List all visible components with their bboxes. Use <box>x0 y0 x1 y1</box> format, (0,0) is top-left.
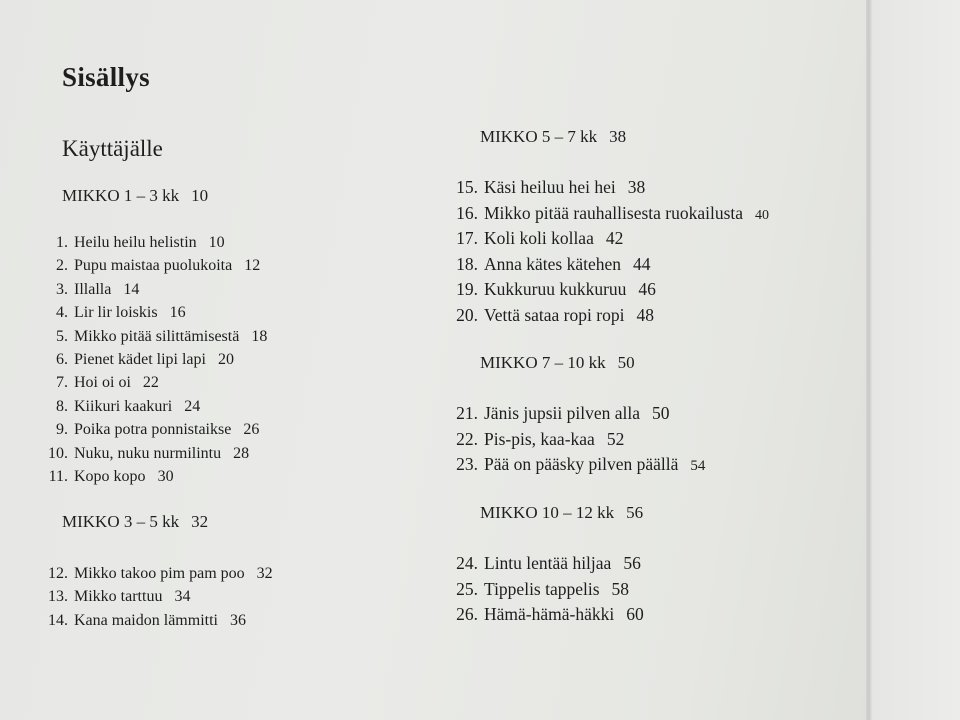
section-heading <box>62 186 208 206</box>
entry-page: 14 <box>123 280 140 298</box>
entry-title: Jänis jupsii pilven alla <box>484 403 641 423</box>
toc-entry <box>42 609 273 632</box>
toc-entry <box>42 442 267 465</box>
toc-entry <box>450 175 769 201</box>
entry-number: 14. <box>48 611 68 629</box>
section-page: 50 <box>617 353 635 372</box>
entry-page: 40 <box>755 207 770 223</box>
entry-page: 28 <box>233 444 250 462</box>
toc-list <box>450 175 769 328</box>
entry-title: Mikko tarttuu <box>74 588 163 606</box>
entry-page: 60 <box>626 604 644 624</box>
toc-entry <box>42 301 267 324</box>
entry-page: 54 <box>690 458 706 474</box>
entry-page: 36 <box>229 611 246 629</box>
entry-number: 21. <box>456 403 478 423</box>
next-page <box>872 0 960 720</box>
entry-page: 12 <box>244 257 261 275</box>
entry-number: 24. <box>456 553 478 573</box>
section-heading <box>480 503 643 523</box>
entry-title: Pis-pis, kaa-kaa <box>484 428 595 449</box>
entry-number: 16. <box>456 202 478 223</box>
entry-page: 30 <box>157 467 174 485</box>
entry-title: Käsi heiluu hei hei <box>484 177 616 197</box>
entry-page: 26 <box>243 421 260 439</box>
entry-title: Nuku, nuku nurmilintu <box>74 444 222 462</box>
entry-title: Pää on pääsky pilven päällä <box>484 454 679 474</box>
toc-entry <box>42 231 267 254</box>
entry-number: 26. <box>456 604 478 624</box>
section-page: 32 <box>191 512 209 531</box>
toc-entry <box>42 254 267 277</box>
entry-number: 12. <box>48 565 68 582</box>
toc-list <box>450 401 705 478</box>
entry-number: 25. <box>456 578 478 599</box>
entry-title: Kana maidon lämmitti <box>74 611 218 629</box>
toc-entry <box>42 395 267 418</box>
toc-entry <box>450 252 769 278</box>
entry-page: 24 <box>184 397 201 415</box>
page-title: Sisällys <box>62 62 150 92</box>
toc-entry <box>42 371 267 394</box>
toc-list <box>450 551 644 628</box>
entry-title: Kopo kopo <box>74 467 146 485</box>
entry-number: 2. <box>56 257 68 275</box>
entry-page: 44 <box>633 253 651 274</box>
toc-entry <box>42 465 267 488</box>
entry-page: 32 <box>256 565 273 582</box>
toc-entry <box>450 577 644 603</box>
entry-number: 4. <box>56 304 68 322</box>
section-heading <box>62 512 208 532</box>
entry-number: 11. <box>48 467 68 485</box>
entry-page: 52 <box>606 428 625 449</box>
entry-number: 8. <box>56 397 68 415</box>
entry-page: 18 <box>251 327 268 345</box>
entry-number: 23. <box>456 454 478 474</box>
entry-number: 7. <box>56 374 68 392</box>
toc-entry <box>42 325 267 348</box>
entry-page: 56 <box>623 553 641 573</box>
toc-entry <box>450 277 769 303</box>
section-heading <box>480 353 635 373</box>
toc-entry <box>42 562 273 585</box>
section-page: 38 <box>609 127 627 146</box>
section-page: 10 <box>191 186 209 205</box>
entry-title: Poika potra ponnistaikse <box>74 421 232 439</box>
entry-page: 42 <box>605 228 624 248</box>
entry-number: 15. <box>456 177 478 197</box>
entry-page: 46 <box>638 279 656 299</box>
toc-entry <box>450 401 705 427</box>
entry-page: 50 <box>652 403 670 423</box>
entry-page: 48 <box>636 304 654 325</box>
entry-page: 22 <box>142 374 159 392</box>
section-title: MIKKO 1 – 3 kk <box>62 186 180 205</box>
toc-entry <box>450 602 644 628</box>
entry-page: 20 <box>217 350 234 368</box>
entry-title: Tippelis tappelis <box>484 578 600 599</box>
section-title: MIKKO 10 – 12 kk <box>480 503 615 522</box>
entry-number: 13. <box>48 588 68 606</box>
entry-page: 38 <box>627 177 646 197</box>
entry-number: 6. <box>56 350 68 368</box>
foreword-heading: Käyttäjälle <box>62 136 163 161</box>
entry-number: 9. <box>56 421 68 439</box>
entry-number: 10. <box>48 444 68 462</box>
entry-title: Anna kätes kätehen <box>484 253 622 274</box>
entry-title: Lintu lentää hiljaa <box>484 553 612 573</box>
toc-entry <box>450 226 769 252</box>
entry-number: 5. <box>56 327 68 345</box>
toc-entry <box>42 278 267 301</box>
entry-title: Illalla <box>74 280 112 298</box>
entry-number: 20. <box>456 304 478 325</box>
toc-entry <box>450 427 705 453</box>
entry-number: 1. <box>56 234 68 251</box>
show-through-text <box>658 45 873 156</box>
toc-entry <box>450 303 769 329</box>
entry-title: Koli koli kollaa <box>484 228 594 248</box>
entry-title: Pupu maistaa puolukoita <box>74 257 233 275</box>
toc-entry <box>450 551 644 577</box>
toc-entry <box>450 201 769 227</box>
toc-entry <box>42 585 273 608</box>
entry-number: 19. <box>456 279 478 299</box>
entry-title: Hämä-hämä-häkki <box>484 604 615 624</box>
entry-title: Heilu heilu helistin <box>74 234 197 251</box>
entry-title: Kiikuri kaakuri <box>74 397 173 415</box>
entry-number: 18. <box>456 253 478 274</box>
entry-number: 22. <box>456 428 478 449</box>
entry-page: 10 <box>208 234 225 251</box>
entry-title: Vettä sataa ropi ropi <box>484 304 625 325</box>
entry-number: 17. <box>456 228 478 248</box>
entry-title: Mikko pitää silittämisestä <box>74 327 240 345</box>
section-page: 56 <box>626 503 644 522</box>
entry-number: 3. <box>56 280 68 298</box>
section-heading <box>480 127 626 147</box>
toc-list <box>42 231 267 488</box>
entry-page: 58 <box>611 578 630 599</box>
entry-page: 16 <box>169 304 186 322</box>
section-title: MIKKO 3 – 5 kk <box>62 512 180 531</box>
toc-entry <box>450 452 705 478</box>
section-title: MIKKO 7 – 10 kk <box>480 353 606 372</box>
entry-title: Mikko pitää rauhallisesta ruokailusta <box>484 202 744 223</box>
section-title: MIKKO 5 – 7 kk <box>480 127 598 146</box>
entry-title: Pienet kädet lipi lapi <box>74 350 206 368</box>
entry-title: Kukkuruu kukkuruu <box>484 279 627 299</box>
toc-list <box>42 562 273 632</box>
entry-page: 34 <box>174 588 191 606</box>
entry-title: Hoi oi oi <box>74 374 131 392</box>
entry-title: Lir lir loiskis <box>74 304 158 322</box>
toc-entry <box>42 418 267 441</box>
toc-entry <box>42 348 267 371</box>
entry-title: Mikko takoo pim pam poo <box>74 565 245 582</box>
